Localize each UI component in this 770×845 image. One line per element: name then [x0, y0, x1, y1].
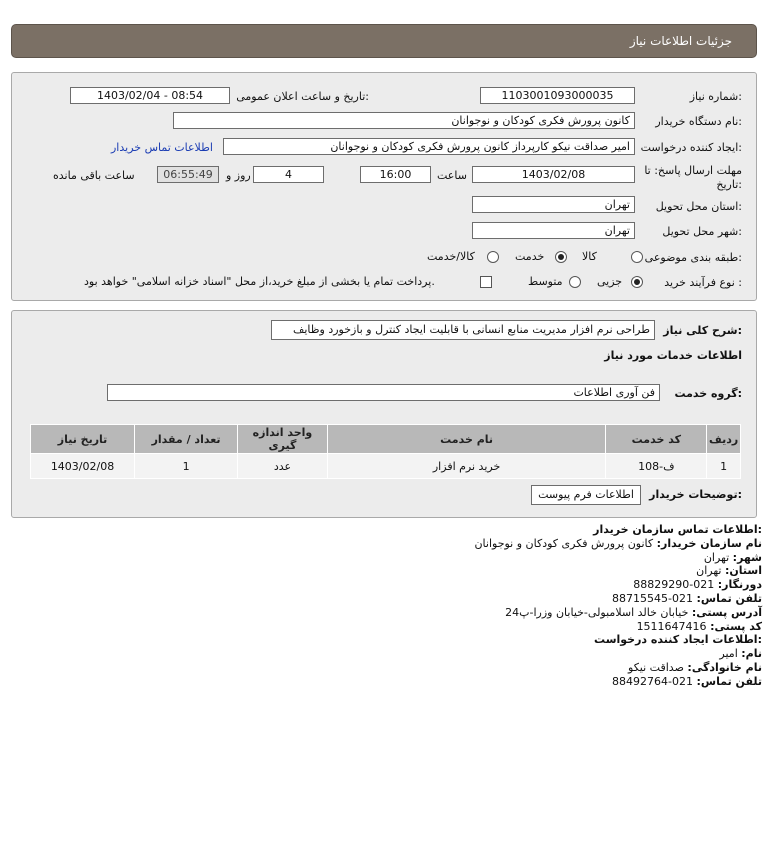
col-need-date: تاریخ نیاز — [31, 425, 135, 454]
contact-org: کانون پرورش فکری کودکان و نوجوانان — [474, 536, 654, 550]
cell-need-date: 1403/02/08 — [31, 454, 135, 479]
remaining-time-field: 06:55:49 — [157, 166, 219, 183]
contact-city: تهران — [703, 550, 730, 564]
need-number-label: شماره نیاز: — [689, 90, 742, 103]
col-quantity: تعداد / مقدار — [135, 425, 238, 454]
process-radio-minor[interactable] — [631, 276, 643, 288]
creator-family-line — [474, 661, 762, 675]
contact-org-label: نام سازمان خریدار: — [656, 536, 762, 550]
cell-row: 1 — [707, 454, 741, 479]
category-option-service: خدمت — [515, 250, 545, 263]
creator-label: ایجاد کننده درخواست: — [640, 141, 742, 154]
service-group-label: گروه خدمت: — [674, 387, 742, 400]
process-option-medium: متوسط — [528, 275, 563, 288]
creator-phone-label: تلفن تماس: — [696, 674, 762, 688]
buyer-notes-label: توضیحات خریدار: — [649, 488, 742, 501]
contact-fax: 021-88829290 — [633, 578, 715, 592]
col-service-name: نام خدمت — [327, 425, 605, 454]
col-row: ردیف — [707, 425, 741, 454]
contact-address-line — [474, 606, 762, 620]
contact-info-link[interactable]: اطلاعات تماس خریدار — [111, 141, 213, 154]
need-summary-panel — [11, 310, 757, 518]
category-label: طبقه بندی موضوعی: — [644, 251, 742, 264]
description-field: طراحی نرم افزار مدیریت منابع انسانی با قابلیت ایجاد کنترل و بازخورد وظایف — [271, 320, 655, 340]
col-service-code: کد خدمت — [606, 425, 707, 454]
creator-name-line — [474, 647, 762, 661]
category-option-goods: کالا — [582, 250, 597, 263]
category-radio-service[interactable] — [555, 251, 567, 263]
creator-name: امیر — [719, 647, 738, 661]
contact-postal-label: کد پستی: — [710, 619, 762, 633]
contact-province-line — [474, 564, 762, 578]
contact-phone-label: تلفن تماس: — [696, 591, 762, 605]
cell-unit: عدد — [238, 454, 328, 479]
contact-heading: اطلاعات تماس سازمان خریدار: — [593, 523, 762, 536]
contact-province: تهران — [696, 564, 722, 578]
days-label: روز و — [226, 169, 251, 182]
creator-heading: اطلاعات ایجاد کننده درخواست: — [594, 633, 762, 647]
contact-phone: 021-88715545 — [612, 591, 694, 605]
page-header — [11, 24, 757, 58]
contact-section — [474, 523, 762, 689]
remaining-label: ساعت باقی مانده — [53, 169, 135, 182]
province-field: تهران — [472, 196, 635, 213]
buyer-org-field: کانون پرورش فکری کودکان و نوجوانان — [173, 112, 635, 129]
description-label: شرح کلی نیاز: — [663, 324, 742, 337]
contact-city-line — [474, 551, 762, 565]
service-group-field: فن آوری اطلاعات — [107, 384, 660, 401]
province-label: استان محل تحویل: — [655, 200, 742, 213]
deadline-time-field: 16:00 — [360, 166, 431, 183]
category-option-goods-service: کالا/خدمت — [427, 250, 475, 263]
table-row — [31, 454, 741, 479]
category-radio-goods[interactable] — [631, 251, 643, 263]
table-header-row — [31, 425, 741, 454]
cell-service-code: ف-108 — [606, 454, 707, 479]
services-table — [30, 424, 741, 479]
col-unit: واحد اندازه گیری — [238, 425, 328, 454]
creator-phone-line — [474, 675, 762, 689]
contact-address-label: آدرس پستی: — [691, 605, 762, 619]
deadline-label-1: مهلت ارسال پاسخ: تا — [644, 164, 742, 177]
city-field: تهران — [472, 222, 635, 239]
deadline-date-field: 1403/02/08 — [472, 166, 635, 183]
process-option-minor: جزیی — [597, 275, 623, 288]
creator-name-label: نام: — [741, 647, 762, 661]
buyer-org-label: نام دستگاه خریدار: — [655, 115, 742, 128]
category-radio-goods-service[interactable] — [487, 251, 499, 263]
contact-postal-line — [474, 620, 762, 634]
contact-address: خیابان خالد اسلامبولی-خیابان وزرا-پ24 — [505, 605, 689, 619]
time-label: ساعت — [437, 169, 467, 182]
cell-quantity: 1 — [135, 454, 238, 479]
creator-field: امیر صداقت نیکو کارپرداز کانون پرورش فکری کودکان و نوجوانان — [223, 138, 635, 155]
creator-phone: 021-88492764 — [612, 674, 694, 688]
contact-phone-line — [474, 592, 762, 606]
services-title: اطلاعات خدمات مورد نیاز — [604, 349, 742, 362]
treasury-checkbox[interactable] — [480, 276, 492, 288]
process-label: نوع فرآیند خرید : — [664, 276, 742, 289]
deadline-label-2: تاریخ: — [716, 178, 742, 191]
need-number-field: 1103001093000035 — [480, 87, 635, 104]
contact-fax-line — [474, 578, 762, 592]
need-details-panel — [11, 72, 757, 301]
attachment-button[interactable]: اطلاعات فرم پیوست — [531, 485, 641, 505]
contact-postal: 1511647416 — [636, 619, 707, 633]
contact-org-line — [474, 537, 762, 551]
creator-family: صداقت نیکو — [628, 660, 684, 674]
announce-field: 1403/02/04 - 08:54 — [70, 87, 230, 104]
days-field: 4 — [253, 166, 324, 183]
contact-province-label: استان: — [725, 564, 762, 578]
process-radio-medium[interactable] — [569, 276, 581, 288]
contact-city-label: شهر: — [732, 550, 762, 564]
contact-fax-label: دورنگار: — [717, 578, 762, 592]
city-label: شهر محل تحویل: — [662, 225, 742, 238]
announce-label: تاریخ و ساعت اعلان عمومی: — [236, 90, 369, 103]
page-title: جزئیات اطلاعات نیاز — [629, 34, 732, 48]
cell-service-name: خرید نرم افزار — [327, 454, 605, 479]
creator-family-label: نام خانوادگی: — [687, 660, 762, 674]
payment-note: پرداخت تمام یا بخشی از مبلغ خرید،از محل "اسناد خزانه اسلامی" خواهد بود. — [84, 275, 435, 288]
